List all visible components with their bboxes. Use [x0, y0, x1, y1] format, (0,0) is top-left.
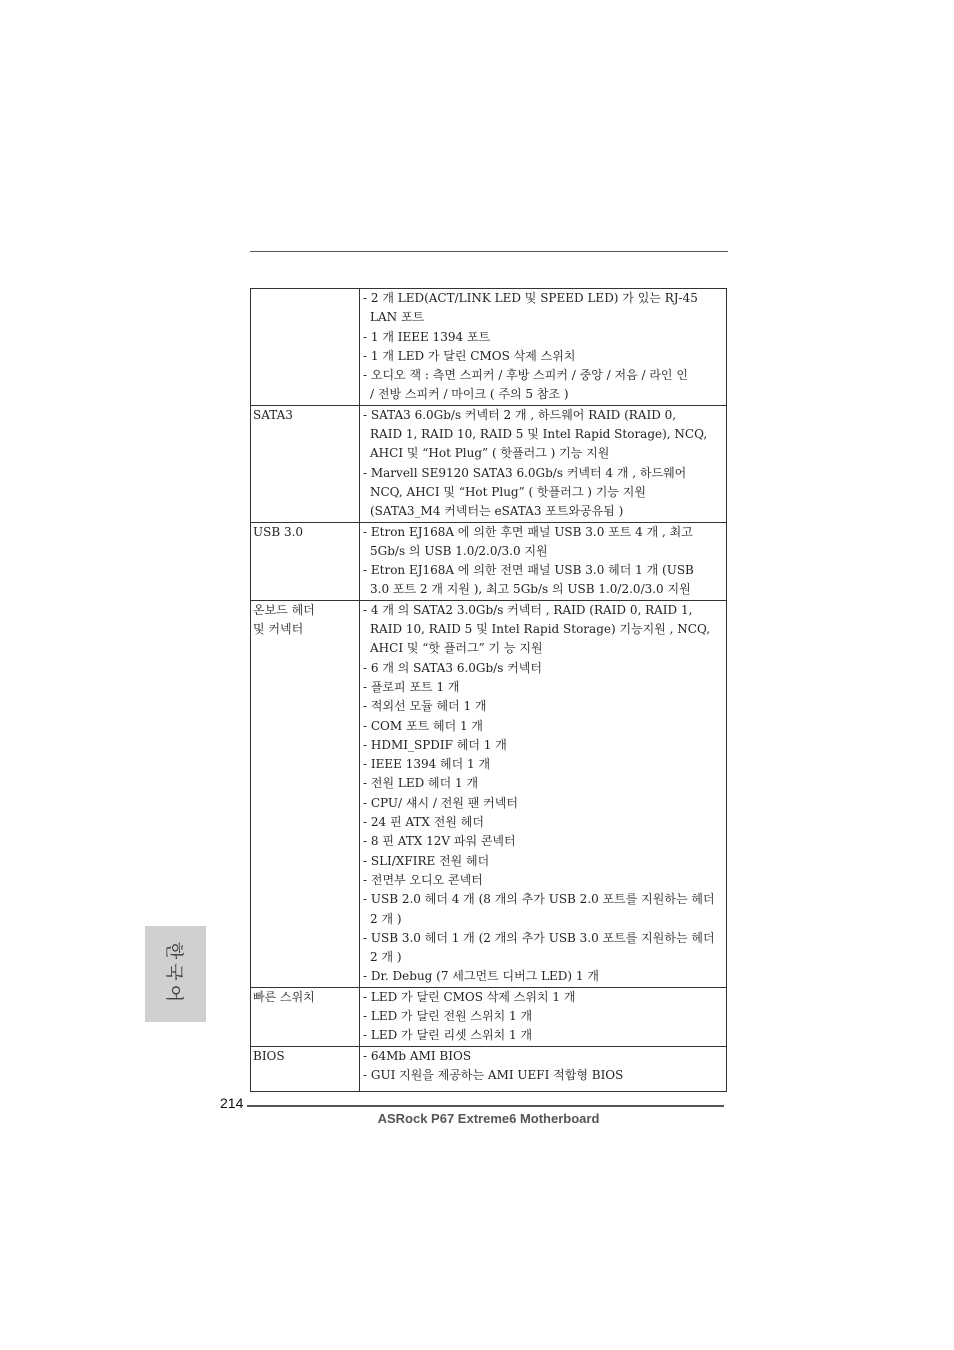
spec-line: - LED 가 달린 CMOS 삭제 스위치 1 개	[363, 989, 576, 1004]
spec-line: - Dr. Debug (7 세그먼트 디버그 LED) 1 개	[363, 969, 599, 984]
spec-label-cell	[251, 289, 360, 406]
spec-content-cell	[360, 987, 727, 1046]
spec-content-cell	[360, 600, 727, 987]
spec-line: 2 개 )	[370, 950, 402, 965]
spec-line: - Marvell SE9120 SATA3 6.0Gb/s 커넥터 4 개 , 하드웨어	[363, 465, 687, 480]
spec-line: - 전원 LED 헤더 1 개	[363, 776, 479, 791]
spec-line: (SATA3_M4 커넥터는 eSATA3 포트와공유됨 )	[370, 504, 624, 519]
spec-line: - Etron EJ168A 에 의한 전면 패널 USB 3.0 헤더 1 개 (USB	[363, 563, 694, 578]
spec-line: / 전방 스피커 / 마이크 ( 주의 5 참조 )	[370, 387, 569, 402]
page-number: 214	[220, 1095, 244, 1111]
spec-label: BIOS	[253, 1048, 285, 1063]
spec-label: USB 3.0	[253, 524, 304, 539]
spec-line: - CPU/ 섀시 / 전원 팬 커넥터	[363, 795, 518, 810]
spec-line: - 2 개 LED(ACT/LINK LED 및 SPEED LED) 가 있는 RJ-45	[363, 291, 698, 305]
spec-line: - 6 개 의 SATA3 6.0Gb/s 커넥터	[363, 660, 542, 675]
spec-line: - GUI 지원을 제공하는 AMI UEFI 적합형 BIOS	[363, 1067, 624, 1082]
language-tab-label: 한국어	[163, 941, 185, 1007]
spec-line: - 8 핀 ATX 12V 파워 콘넥터	[363, 834, 516, 849]
spec-line: - 1 개 LED 가 달린 CMOS 삭제 스위치	[363, 348, 576, 363]
spec-row	[251, 987, 727, 1046]
spec-line: - SATA3 6.0Gb/s 커넥터 2 개 , 하드웨어 RAID (RAID 0,	[363, 407, 677, 422]
spec-line: AHCI 및 “핫 플러그” 기 능 지원	[370, 641, 543, 656]
spec-line: - 1 개 IEEE 1394 포트	[363, 329, 491, 344]
spec-label-cell	[251, 1046, 360, 1092]
spec-row	[251, 1046, 727, 1092]
spec-line: 3.0 포트 2 개 지원 ), 최고 5Gb/s 의 USB 1.0/2.0/3.0 지원	[370, 582, 691, 597]
bottom-rule	[247, 1105, 724, 1107]
spec-content-cell	[360, 405, 727, 522]
spec-line: AHCI 및 “Hot Plug” ( 핫플러그 ) 기능 지원	[370, 446, 610, 461]
footer-title: ASRock P67 Extreme6 Motherboard	[377, 1111, 600, 1126]
spec-line: - SLI/XFIRE 전원 헤더	[363, 853, 490, 868]
spec-line: 5Gb/s 의 USB 1.0/2.0/3.0 지원	[370, 543, 548, 558]
spec-line: - 전면부 오디오 콘넥터	[363, 872, 483, 887]
language-tab	[145, 926, 206, 1022]
spec-line: - 24 핀 ATX 전원 헤더	[363, 815, 484, 830]
spec-row	[251, 405, 727, 522]
spec-content-cell	[360, 289, 727, 406]
spec-content-cell	[360, 1046, 727, 1092]
spec-row	[251, 522, 727, 600]
spec-line: - 64Mb AMI BIOS	[363, 1048, 472, 1063]
spec-line: RAID 10, RAID 5 및 Intel Rapid Storage) 기능지원 , NCQ,	[370, 622, 711, 637]
spec-label: SATA3	[253, 407, 293, 422]
spec-label-cell	[251, 522, 360, 600]
spec-label-cell	[251, 405, 360, 522]
spec-line: - 오디오 잭 : 측면 스피커 / 후방 스피커 / 중앙 / 저음 / 라인 인	[363, 368, 688, 383]
spec-line: LAN 포트	[370, 310, 425, 325]
spec-label: 및 커넥터	[253, 622, 304, 637]
spec-line: RAID 1, RAID 10, RAID 5 및 Intel Rapid Storage), NCQ,	[370, 427, 708, 442]
spec-label: 온보드 헤더	[253, 602, 315, 617]
spec-line: - LED 가 달린 전원 스위치 1 개	[363, 1008, 533, 1023]
spec-label-cell	[251, 987, 360, 1046]
spec-table	[250, 288, 727, 1092]
spec-line: - USB 3.0 헤더 1 개 (2 개의 추가 USB 3.0 포트를 지원하는 헤더	[363, 930, 715, 945]
spec-line: - IEEE 1394 헤더 1 개	[363, 757, 491, 772]
spec-row	[251, 600, 727, 987]
spec-line: - 적외선 모듈 헤더 1 개	[363, 699, 487, 714]
spec-line: NCQ, AHCI 및 “Hot Plug” ( 핫플러그 ) 기능 지원	[370, 484, 646, 499]
top-rule	[250, 251, 728, 252]
spec-line: - Etron EJ168A 에 의한 후면 패널 USB 3.0 포트 4 개 , 최고	[363, 524, 693, 539]
spec-label: 빠른 스위치	[253, 989, 315, 1004]
spec-table-body	[251, 289, 727, 1092]
spec-content-cell	[360, 522, 727, 600]
spec-line: - LED 가 달린 리셋 스위치 1 개	[363, 1028, 533, 1043]
spec-line: - COM 포트 헤더 1 개	[363, 718, 484, 733]
spec-line: - HDMI_SPDIF 헤더 1 개	[363, 737, 507, 752]
spec-line: - 플로피 포트 1 개	[363, 679, 460, 694]
spec-row	[251, 289, 727, 406]
spec-line: - USB 2.0 헤더 4 개 (8 개의 추가 USB 2.0 포트를 지원하는 헤더	[363, 892, 715, 907]
spec-label-cell	[251, 600, 360, 987]
spec-line: - 4 개 의 SATA2 3.0Gb/s 커넥터 , RAID (RAID 0, RAID 1,	[363, 602, 693, 617]
spec-line: 2 개 )	[370, 911, 402, 926]
